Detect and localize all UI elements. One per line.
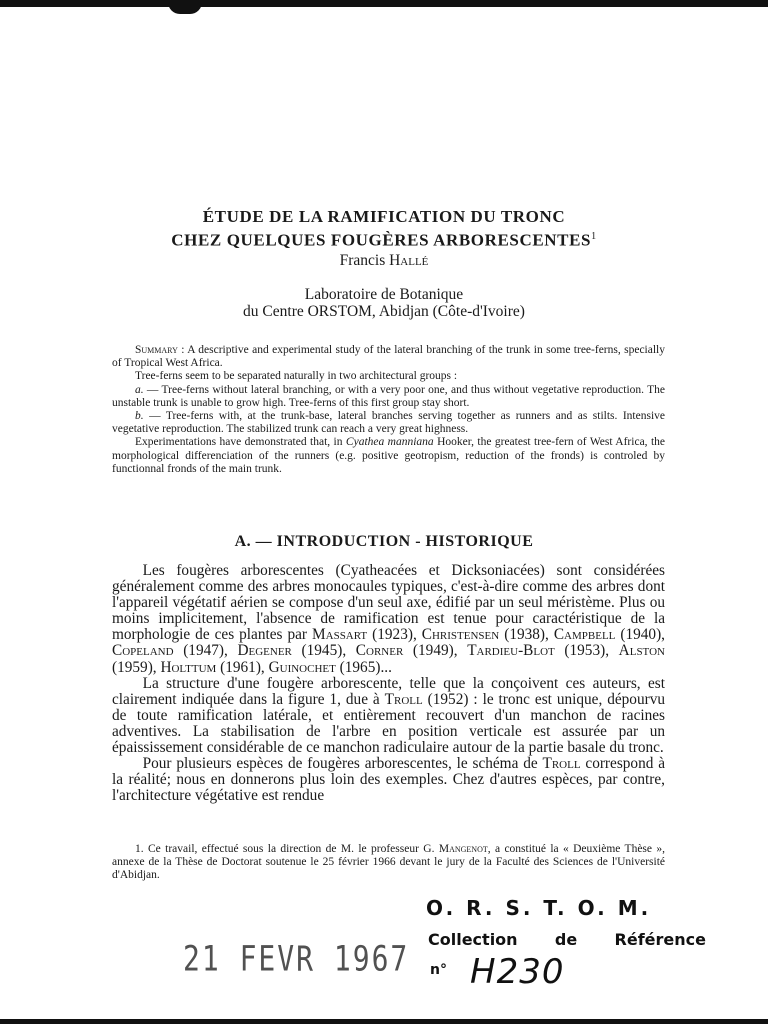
summary-paragraph: Tree-ferns seem to be separated naturally in two architectural groups : [135, 370, 458, 383]
citation-year: (1961), [216, 658, 269, 676]
footnote-text: , a constitué la « Deuxième Thèse », annexe de la Thèse de Doctorat soutenue le 25 février 1966 devant le jury de la Faculté des Sciences de l'Université d'Abidjan. [112, 843, 665, 881]
citation-year: (1938), [499, 626, 554, 644]
summary-text: — Tree-ferns with, at the trunk-base, lateral branches serving together as runners and as stilts. Intensive vegetative reproduction. The stabilized trunk can reach a very great highness. [112, 410, 665, 436]
body-span: La structure d'une fougère arborescente, telle que la conçoivent ces auteurs, est clairement indiquée dans la figure 1, due à [112, 674, 665, 708]
summary-text: Experimentations have demonstrated that, in [135, 436, 346, 449]
orstom-stamp: O. R. S. T. O. M. [426, 896, 652, 920]
article-title [60, 207, 708, 251]
collection-stamp [428, 930, 706, 949]
summary-item-mark: b. [135, 410, 144, 423]
cited-author: Christensen [421, 626, 500, 644]
citation-year: (1945), [291, 642, 356, 660]
bottom-edge-bar [0, 1019, 768, 1024]
citation-year: (1949), [403, 642, 468, 660]
cited-author: Massart [312, 626, 368, 644]
affiliation-line-1: Laboratoire de Botanique [304, 286, 464, 303]
body-text [112, 563, 665, 804]
cited-author: Troll [542, 755, 581, 773]
summary-label: Summary [135, 344, 178, 356]
author-last-name: Hallé [389, 252, 429, 269]
citation-year: (1953), [554, 642, 619, 660]
cited-author: Troll [384, 690, 423, 708]
cited-author: Holttum [160, 658, 217, 676]
body-span: Les fougères arborescentes (Cyatheacées et Dicksoniacées) sont considérées généralement comme des arbres monocaules typiques, c'est-à-dire comme des arbres dont l'appareil végétatif aérien se compose d'un seul axe, édifié par un seul méristème. Plus ou moins implicitement, l'absence de ramification est tenue pour caractéristique de la morphologie de ces plantes par [112, 562, 665, 644]
summary-item-mark: a. [135, 383, 144, 396]
footnote [112, 843, 665, 882]
body-span: (1952) : le tronc est unique, dépourvu de toute ramification latérale, et entièrement recouvert d'un manchon de racines adventives. La stabilisation de l'arbre en position verticale est assurée par un épaississement considérable de ce manchon radiculaire autour de la partie basale du tronc. [112, 690, 665, 757]
body-span: correspond à la réalité; nous en donnerons plus loin des exemples. Chez d'autres espèces, par contre, l'architecture végétative est rendue [112, 755, 665, 805]
number-prefix: n° [430, 962, 447, 978]
section-heading: A. — INTRODUCTION - HISTORIQUE [234, 533, 534, 550]
title-line-2: CHEZ QUELQUES FOUGÈRES ARBORESCENTES [171, 230, 592, 250]
citation-year: (1947), [173, 642, 238, 660]
summary-paragraph [112, 384, 665, 410]
author-line [60, 252, 708, 269]
collection-word: de [554, 930, 578, 949]
summary-abstract [112, 344, 665, 476]
affiliation-line-2: du Centre ORSTOM, Abidjan (Côte-d'Ivoire) [243, 303, 525, 320]
summary-paragraph [112, 344, 665, 370]
footnote-text: 1. Ce travail, effectué sous la direction de M. le professeur G. [135, 843, 439, 855]
cited-author: Tardieu-Blot [467, 642, 555, 660]
citation-year: (1923), [367, 626, 422, 644]
cited-author: Corner [355, 642, 404, 660]
collection-word: Référence [614, 930, 706, 949]
summary-paragraph [112, 436, 665, 476]
citation-year: (1959), [112, 658, 161, 676]
date-stamp: 21 FEVR 1967 [183, 938, 410, 980]
cited-author: Degener [237, 642, 292, 660]
body-paragraph [112, 676, 665, 756]
handwritten-number: H230 [470, 952, 565, 992]
summary-text: Hooker, the greatest tree-fern of West Africa, the morphological differenciation of the runners (e.g. positive geotropism, reduction of the fronds) is controled by functionnal fronds of the main trunk. [112, 436, 666, 475]
body-span: Pour plusieurs espèces de fougères arborescentes, le schéma de [142, 755, 543, 773]
cited-author: Alston [618, 642, 665, 660]
citation-year: (1940), [615, 626, 666, 644]
species-name: Cyathea manniana [345, 436, 434, 449]
author-first-name: Francis [339, 252, 386, 269]
title-footnote-mark: 1 [591, 231, 597, 242]
summary-paragraph [112, 410, 665, 436]
cited-author: Copeland [112, 642, 174, 660]
summary-text: — Tree-ferns without lateral branching, or with a very poor one, and thus without vegetative reproduction. The unstable trunk is unable to grow high. Tree-ferns of this first group stay short. [112, 383, 665, 409]
body-paragraph [112, 756, 665, 804]
cited-author: Guinochet [268, 658, 336, 676]
cited-author: Campbell [553, 626, 616, 644]
cited-author: Mangenot [438, 843, 488, 855]
title-line-1: ÉTUDE DE LA RAMIFICATION DU TRONC [202, 207, 566, 226]
body-paragraph [112, 563, 665, 676]
summary-text: : A descriptive and experimental study of the lateral branching of the trunk in some tree-ferns, specially of Tropical West Africa. [112, 344, 665, 370]
collection-word: Collection [428, 930, 518, 949]
citation-year: (1965)... [335, 658, 392, 676]
